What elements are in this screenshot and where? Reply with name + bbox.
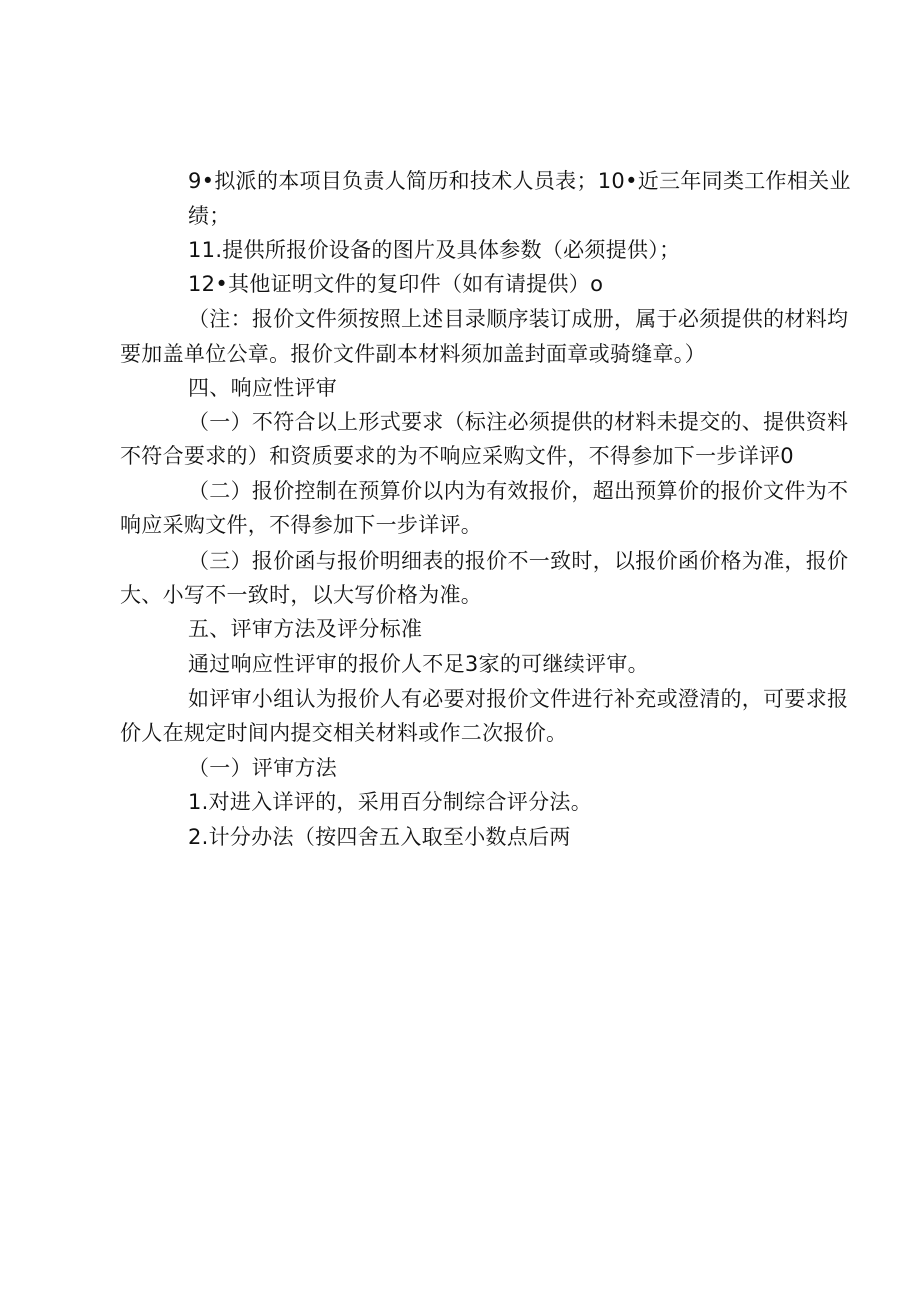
text-line: （注：报价文件须按照上述目录顺序装订成册，属于必须提供的材料均: [188, 307, 849, 331]
text-line: 大、小写不一致时，以大写价格为准。: [120, 583, 483, 607]
section-heading: 五、评审方法及评分标准: [188, 617, 423, 641]
text-line: 如评审小组认为报价人有必要对报价文件进行补充或澄清的，可要求报: [188, 687, 849, 711]
text-line: 要加盖单位公章。报价文件副本材料须加盖封面章或骑缝章。）: [120, 342, 706, 366]
text-line: 通过响应性评审的报价人不足3家的可继续评审。: [188, 652, 649, 676]
text-line: （三）报价函与报价明细表的报价不一致时，以报价函价格为准，报价: [188, 549, 849, 573]
text-line: 价人在规定时间内提交相关材料或作二次报价。: [120, 721, 568, 745]
subsection-heading: （一）评审方法: [188, 756, 338, 780]
section-heading: 四、响应性评审: [188, 376, 338, 400]
text-line: 响应采购文件，不得参加下一步详评。: [120, 513, 483, 537]
text-line: 11.提供所报价设备的图片及具体参数（必须提供）；: [188, 238, 681, 262]
text-line: 2.计分办法（按四舍五入取至小数点后两: [188, 825, 571, 849]
text-line: 不符合要求的）和资质要求的为不响应采购文件，不得参加下一步详评0: [120, 444, 794, 468]
text-line: 12•其他证明文件的复印件（如有请提供）o: [188, 272, 604, 296]
text-line: 9•拟派的本项目负责人简历和技术人员表；10•近三年同类工作相关业: [188, 169, 851, 193]
text-line: （一）不符合以上形式要求（标注必须提供的材料未提交的、提供资料: [188, 410, 849, 434]
text-line: 绩；: [188, 204, 231, 228]
text-line: 1.对进入详评的，采用百分制综合评分法。: [188, 790, 593, 814]
text-line: （二）报价控制在预算价以内为有效报价，超出预算价的报价文件为不: [188, 479, 849, 503]
